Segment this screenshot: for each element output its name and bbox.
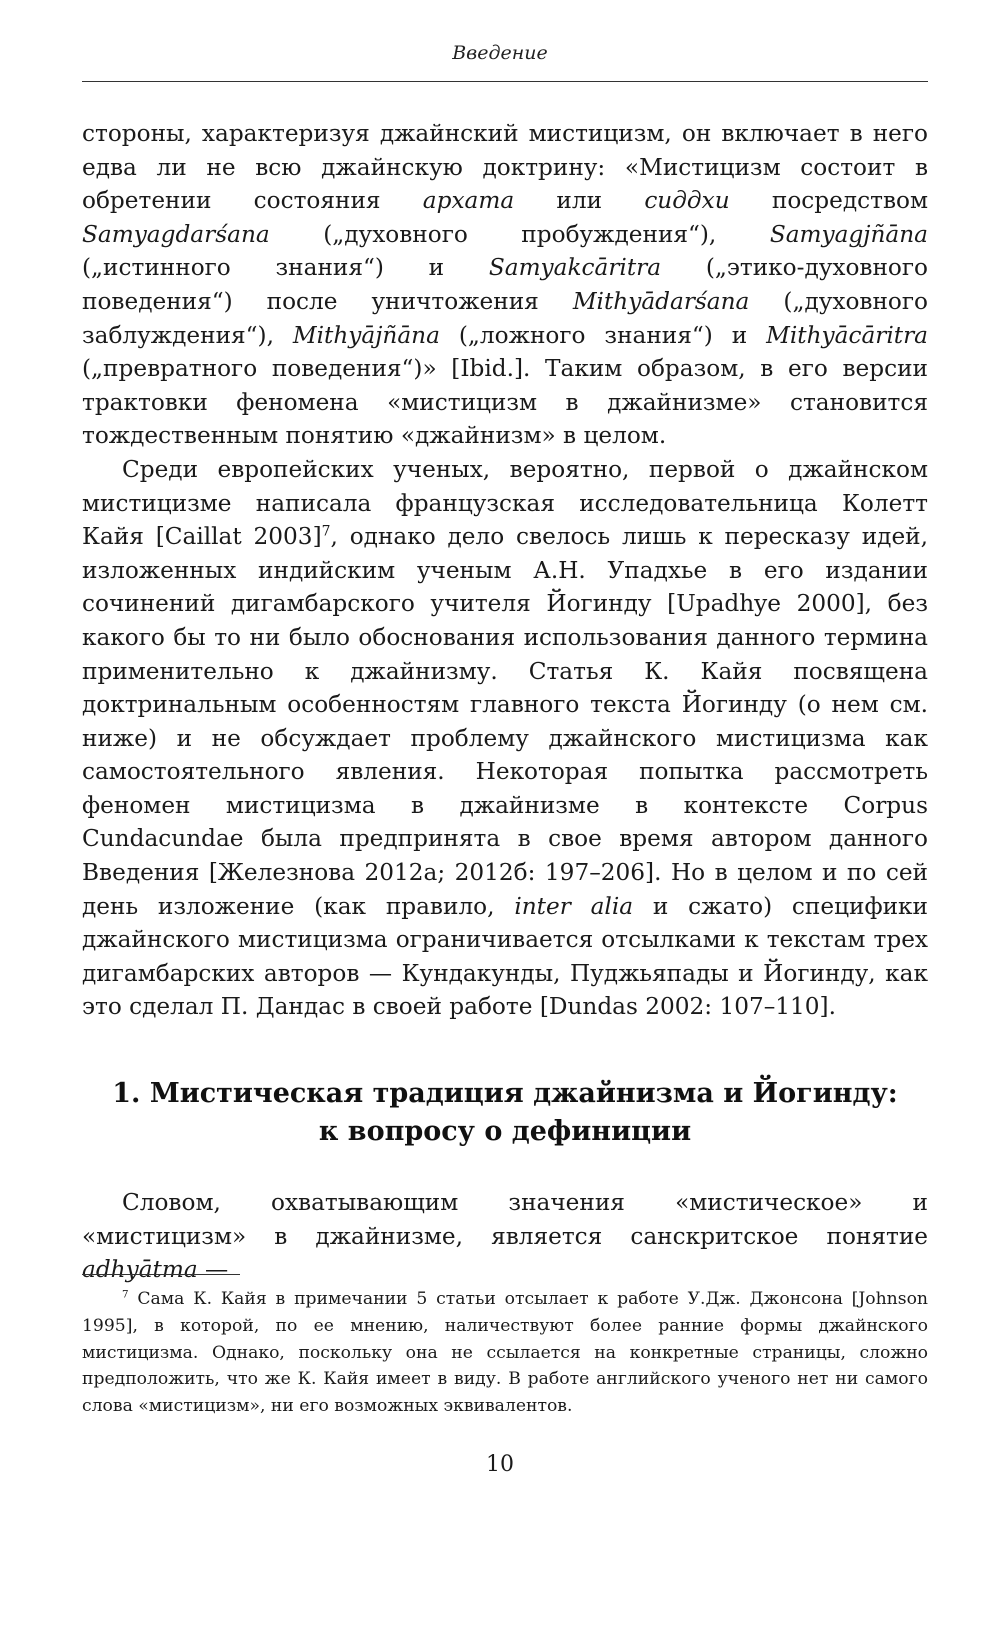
footnote: [82, 1286, 928, 1420]
italic-term: Mithyācāritra: [766, 321, 928, 349]
header-rule: [82, 81, 928, 82]
italic-term: Mithyādarśana: [572, 287, 750, 315]
section-heading-line-2: к вопросу о дефиниции: [318, 1116, 692, 1147]
section-heading: [82, 1075, 928, 1151]
text-run: („этико-духовного поведения“) после уничтожения: [82, 254, 928, 315]
paragraph-1: [82, 117, 928, 453]
paragraph-3: [82, 1186, 928, 1287]
text-run: и сжато) специфики джайнского мистицизма ограничивается отсылками к текстам трех дигамбарских авторов — Кундакунды, Пуджьяпады и Йогинду, как это сделал П. Дандас в своей работе [Dundas 2002: 107–110].: [82, 892, 928, 1021]
text-run: , однако дело свелось лишь к пересказу идей, изложенных индийским ученым А.Н. Упадхье в его издании сочинений дигамбарского учителя Йогинду [Upadhye 2000], без какого бы то ни было обоснования использования данного термина применительно к джайнизму. Статья К. Кайя посвящена доктринальным особенностям главного текста Йогинду (о нем см. ниже) и не обсуждает проблему джайнского мистицизма как самостоятельного явления. Некоторая попытка рассмотреть феномен мистицизма в джайнизме в контексте Corpus Cundacundae была предпринята в свое время автором данного Введения [Железнова 2012а; 2012б: 197–206]. Но в целом и по сей день изложение (как правило,: [82, 523, 928, 920]
footnote-rule: [82, 1274, 240, 1275]
text-run: („истинного знания“) и: [82, 254, 489, 282]
footnote-text: Сама К. Кайя в примечании 5 статьи отсылает к работе У.Дж. Джонсона [Johnson 1995], в которой, по ее мнению, наличествуют более ранние формы джайнского мистицизма. Однако, поскольку она не ссылается на конкретные страницы, сложно предположить, что же К. Кайя имеет в виду. В работе английского ученого нет ни самого слова «мистицизм», ни его возможных эквивалентов.: [82, 1289, 928, 1417]
italic-term: Mithyājñāna: [292, 321, 440, 349]
text-run: („духовного пробуждения“),: [269, 220, 770, 248]
footnote-marker: 7: [122, 1288, 129, 1301]
italic-term: adhyātma: [82, 1256, 198, 1284]
italic-term: inter alia: [514, 892, 634, 920]
text-run: („ложного знания“) и: [439, 321, 767, 349]
text-run: Среди европейских ученых, вероятно, первой о джайнском мистицизме написала французская исследовательница Колетт Кайя [Caillat 2003]: [82, 455, 928, 551]
text-run: („духовного заблуждения“),: [82, 287, 929, 349]
page-number: 10: [486, 1452, 514, 1477]
text-run: посредством: [729, 187, 928, 215]
italic-term: архата: [422, 187, 515, 215]
text-run: —: [197, 1256, 229, 1284]
text-run: Словом, охватывающим значения «мистическое» и «мистицизм» в джайнизме, является санскритское понятие: [82, 1189, 928, 1250]
italic-term: Samyakcāritra: [488, 254, 662, 282]
text-run: („превратного поведения“)» [Ibid.]. Таким образом, в его версии трактовки феномена «мистицизм в джайнизме» становится тождественным понятию «джайнизм» в целом.: [82, 355, 928, 450]
running-head: Введение: [452, 42, 548, 64]
text-run: или: [514, 187, 645, 215]
paragraph-2: [82, 453, 928, 1024]
section-heading-line-1: 1. Мистическая традиция джайнизма и Йогинду:: [112, 1078, 898, 1109]
italic-term: Samyagjñāna: [769, 220, 928, 248]
italic-term: Samyagdarśana: [82, 220, 270, 248]
text-run: стороны, характеризуя джайнский мистицизм, он включает в него едва ли не всю джайнскую доктрину: «Мистицизм состоит в обретении состояния: [82, 120, 928, 215]
italic-term: сиддхи: [644, 187, 730, 215]
footnote-ref: 7: [321, 523, 331, 540]
main-text: [82, 117, 928, 1024]
